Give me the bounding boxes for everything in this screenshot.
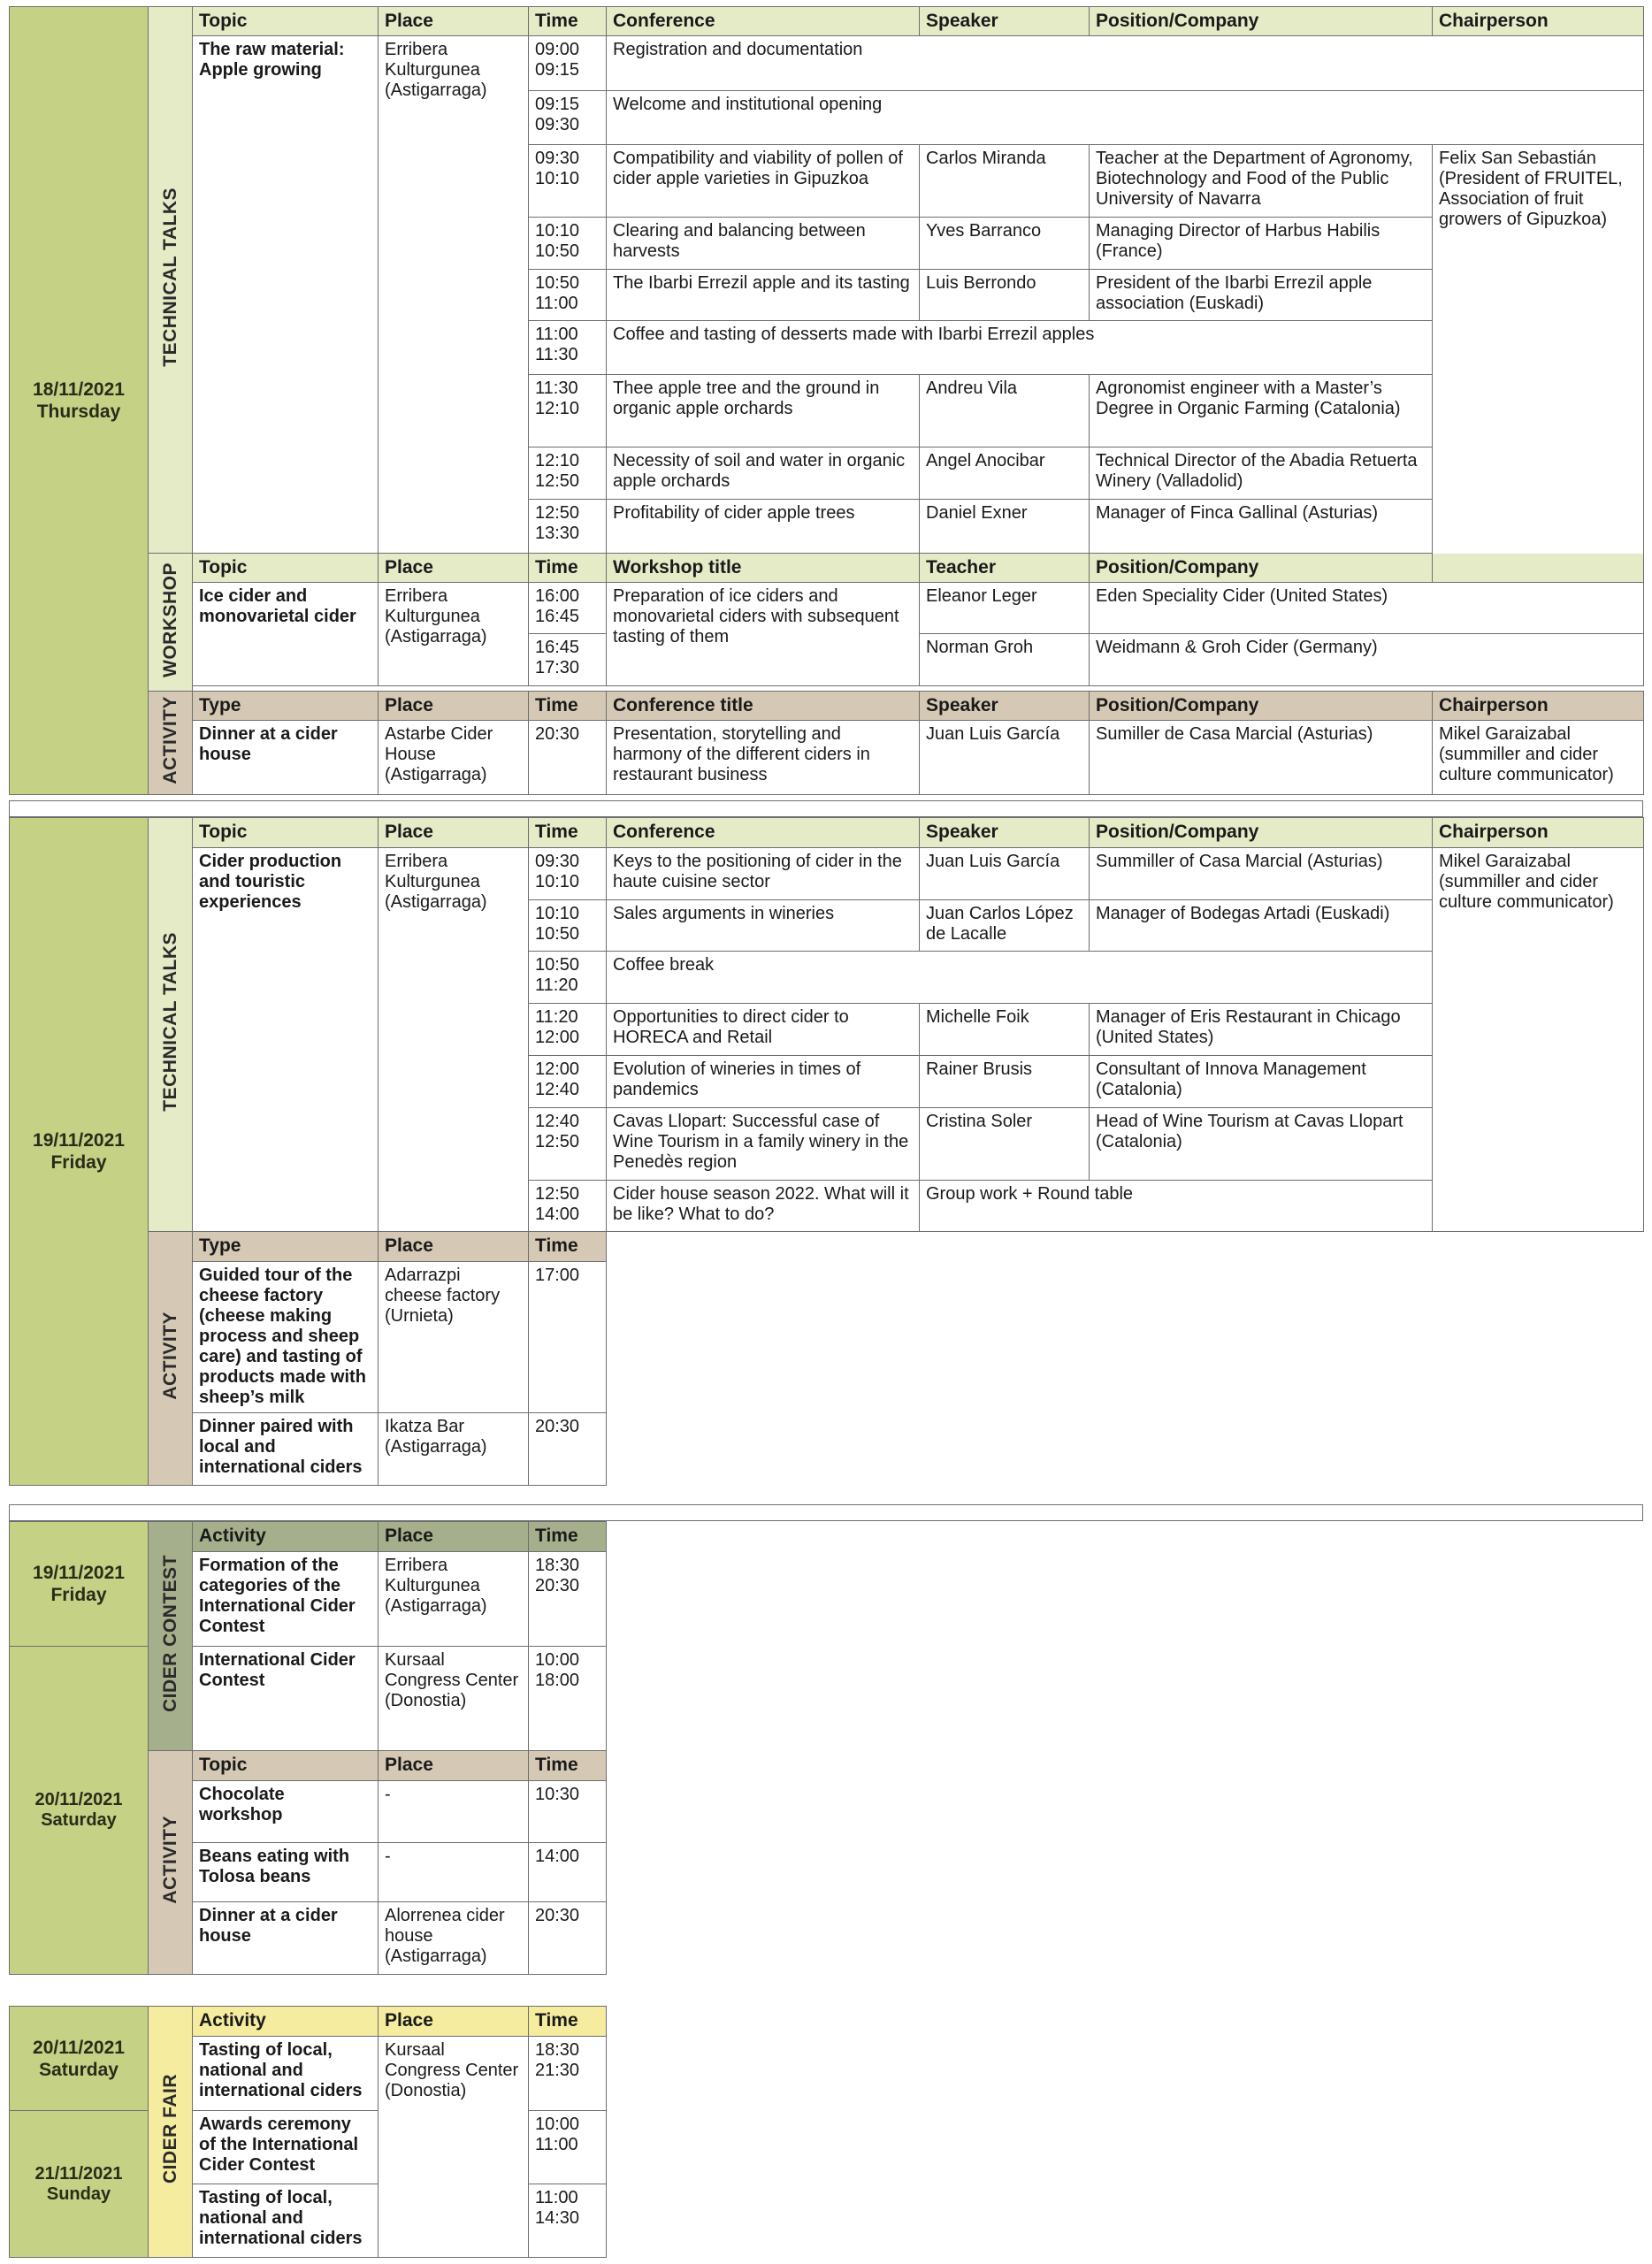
- time-cell: 09:15 09:30: [529, 91, 607, 145]
- col-time: Time: [529, 818, 607, 848]
- col-workshop-title: Workshop title: [607, 554, 920, 583]
- time-cell: 09:30 10:10: [529, 145, 607, 218]
- col-position: Position/Company: [1090, 7, 1433, 36]
- fair-activity: Tasting of local, national and international ciders: [193, 2037, 379, 2111]
- speaker-position: Technical Director of the Abadia Retuerta Winery (Valladolid): [1090, 447, 1433, 500]
- time-cell: 16:45 17:30: [529, 634, 607, 686]
- session-topic: Cider production and touristic experiences: [193, 848, 379, 1232]
- activity-topic: Beans eating with Tolosa beans: [193, 1843, 379, 1902]
- speaker-position: Agronomist engineer with a Master’s Degree in Organic Farming (Catalonia): [1090, 375, 1433, 447]
- activity-label: ACTIVITY: [149, 1232, 193, 1486]
- col-type: Type: [193, 1232, 379, 1262]
- speaker-name: Cristina Soler: [920, 1108, 1090, 1181]
- time-cell: 10:50 11:20: [529, 952, 607, 1004]
- contest-date-friday: 19/11/2021 Friday: [10, 1522, 149, 1647]
- chairperson: Felix San Sebastián (President of FRUITEL, Association of fruit growers of Gipuzkoa): [1433, 145, 1644, 583]
- speaker-position: Sumiller de Casa Marcial (Asturias): [1090, 721, 1433, 795]
- time-cell: 12:50 14:00: [529, 1181, 607, 1232]
- time-cell: 12:40 12:50: [529, 1108, 607, 1181]
- speaker-position: Teacher at the Department of Agronomy, Biotechnology and Food of the Public University of Navarra: [1090, 145, 1433, 218]
- speaker-position: Summiller of Casa Marcial (Asturias): [1090, 848, 1433, 900]
- activity-place: Ikatza Bar (Astigarraga): [379, 1413, 529, 1486]
- col-place: Place: [379, 554, 529, 583]
- speaker-name: Juan Luis García: [920, 721, 1090, 795]
- agenda-item: Coffee and tasting of desserts made with Ibarbi Errezil apples: [607, 321, 1433, 375]
- workshop-label: WORKSHOP: [149, 554, 193, 692]
- speaker-name: Luis Berrondo: [920, 270, 1090, 321]
- speaker-name: Angel Anocibar: [920, 447, 1090, 500]
- col-place: Place: [379, 7, 529, 36]
- col-topic: Topic: [193, 554, 379, 583]
- time-cell: 16:00 16:45: [529, 583, 607, 634]
- fair-activity: Tasting of local, national and international ciders: [193, 2184, 379, 2258]
- time-cell: 10:00 11:00: [529, 2111, 607, 2184]
- activity-time: 20:30: [529, 1413, 607, 1486]
- conference-title: Cavas Llopart: Successful case of Wine Tourism in a family winery in the Penedès region: [607, 1108, 920, 1181]
- col-place: Place: [379, 1751, 529, 1781]
- activity-type: Dinner paired with local and international ciders: [193, 1413, 379, 1486]
- col-place: Place: [379, 1232, 529, 1262]
- time-cell: 11:30 12:10: [529, 375, 607, 447]
- speaker-position: President of the Ibarbi Errezil apple association (Euskadi): [1090, 270, 1433, 321]
- col-topic: Topic: [193, 1751, 379, 1781]
- col-chair: Chairperson: [1433, 7, 1644, 36]
- col-conference-title: Conference title: [607, 692, 920, 721]
- speaker-name: Juan Luis García: [920, 848, 1090, 900]
- section-divider: [9, 800, 1643, 817]
- session-place: Erribera Kulturgunea (Astigarraga): [379, 848, 529, 1232]
- group-work: Group work + Round table: [920, 1181, 1433, 1232]
- contest-activity: International Cider Contest: [193, 1647, 379, 1751]
- speaker-position: Manager of Bodegas Artadi (Euskadi): [1090, 900, 1433, 952]
- activity-time: 10:30: [529, 1781, 607, 1843]
- contest-table: [9, 1521, 1644, 1975]
- chairperson: Mikel Garaizabal (summiller and cider culture communicator): [1433, 721, 1644, 795]
- fair-date-saturday: 20/11/2021 Saturday: [10, 2007, 149, 2111]
- fair-place: Kursaal Congress Center (Donostia): [379, 2037, 529, 2258]
- col-teacher: Teacher: [920, 554, 1090, 583]
- time-cell: 10:50 11:00: [529, 270, 607, 321]
- section-divider: [9, 1504, 1643, 1521]
- col-activity: Activity: [193, 1522, 379, 1552]
- fair-block: [9, 2006, 1643, 2258]
- teacher-name: Eleanor Leger: [920, 583, 1090, 634]
- col-time: Time: [529, 554, 607, 583]
- teacher-name: Norman Groh: [920, 634, 1090, 686]
- col-topic: Topic: [193, 818, 379, 848]
- session-topic: The raw material: Apple growing: [193, 36, 379, 554]
- col-time: Time: [529, 692, 607, 721]
- conference-title: Opportunities to direct cider to HORECA and Retail: [607, 1004, 920, 1056]
- col-chair: Chairperson: [1433, 818, 1644, 848]
- fair-table: [9, 2006, 1644, 2258]
- col-conference: Conference: [607, 818, 920, 848]
- col-time: Time: [529, 7, 607, 36]
- contest-date-saturday: 20/11/2021 Saturday: [10, 1647, 149, 1975]
- time-cell: 10:00 18:00: [529, 1647, 607, 1751]
- fair-activity: Awards ceremony of the International Cider Contest: [193, 2111, 379, 2184]
- teacher-company: Eden Speciality Cider (United States): [1090, 583, 1644, 634]
- time-cell: 11:00 11:30: [529, 321, 607, 375]
- contest-block: [9, 1521, 1643, 1975]
- col-time: Time: [529, 1232, 607, 1262]
- col-position: Position/Company: [1090, 818, 1433, 848]
- col-place: Place: [379, 818, 529, 848]
- activity-place: Astarbe Cider House (Astigarraga): [379, 721, 529, 795]
- conference-title: Compatibility and viability of pollen of cider apple varieties in Gipuzkoa: [607, 145, 920, 218]
- col-place: Place: [379, 1522, 529, 1552]
- time-cell: 09:30 10:10: [529, 848, 607, 900]
- workshop-topic: Ice cider and monovarietal cider: [193, 583, 379, 686]
- activity-place: -: [379, 1781, 529, 1843]
- time-cell: 18:30 21:30: [529, 2037, 607, 2111]
- activity-place: Adarrazpi cheese factory (Urnieta): [379, 1262, 529, 1413]
- activity-time: 17:00: [529, 1262, 607, 1413]
- conference-title: The Ibarbi Errezil apple and its tasting: [607, 270, 920, 321]
- time-cell: 11:00 14:30: [529, 2184, 607, 2258]
- speaker-position: Managing Director of Harbus Habilis (France): [1090, 218, 1433, 270]
- col-conference: Conference: [607, 7, 920, 36]
- workshop-place: Erribera Kulturgunea (Astigarraga): [379, 583, 529, 686]
- activity-type: Dinner at a cider house: [193, 721, 379, 795]
- session-place: Erribera Kulturgunea (Astigarraga): [379, 36, 529, 554]
- speaker-position: Manager of Eris Restaurant in Chicago (United States): [1090, 1004, 1433, 1056]
- agenda-item: Coffee break: [607, 952, 1433, 1004]
- conference-title: Keys to the positioning of cider in the haute cuisine sector: [607, 848, 920, 900]
- thursday-table: [9, 6, 1644, 795]
- col-position: Position/Company: [1090, 692, 1433, 721]
- speaker-name: Andreu Vila: [920, 375, 1090, 447]
- conference-title: Clearing and balancing between harvests: [607, 218, 920, 270]
- speaker-position: Consultant of Innova Management (Catalonia): [1090, 1056, 1433, 1108]
- time-cell: 11:20 12:00: [529, 1004, 607, 1056]
- col-time: Time: [529, 1522, 607, 1552]
- contest-activity: Formation of the categories of the International Cider Contest: [193, 1552, 379, 1647]
- thursday-block: [9, 6, 1643, 795]
- conference-title: Thee apple tree and the ground in organic apple orchards: [607, 375, 920, 447]
- cider-contest-label: CIDER CONTEST: [149, 1522, 193, 1751]
- speaker-name: Daniel Exner: [920, 500, 1090, 554]
- time-cell: 12:10 12:50: [529, 447, 607, 500]
- teacher-company: Weidmann & Groh Cider (Germany): [1090, 634, 1644, 686]
- col-type: Type: [193, 692, 379, 721]
- speaker-position: Manager of Finca Gallinal (Asturias): [1090, 500, 1433, 554]
- fair-date-sunday: 21/11/2021 Sunday: [10, 2111, 149, 2258]
- friday-table: [9, 817, 1644, 1486]
- col-place: Place: [379, 692, 529, 721]
- conference-title: Evolution of wineries in times of pandemics: [607, 1056, 920, 1108]
- speaker-name: Juan Carlos López de Lacalle: [920, 900, 1090, 952]
- col-time: Time: [529, 1751, 607, 1781]
- technical-talks-label: TECHNICAL TALKS: [149, 818, 193, 1232]
- speaker-name: Rainer Brusis: [920, 1056, 1090, 1108]
- col-speaker: Speaker: [920, 692, 1090, 721]
- workshop-title: Preparation of ice ciders and monovarietal ciders with subsequent tasting of them: [607, 583, 920, 686]
- col-activity: Activity: [193, 2007, 379, 2037]
- activity-time: 14:00: [529, 1843, 607, 1902]
- speaker-name: Michelle Foik: [920, 1004, 1090, 1056]
- activity-label: ACTIVITY: [149, 692, 193, 795]
- speaker-name: Carlos Miranda: [920, 145, 1090, 218]
- time-cell: 10:10 10:50: [529, 900, 607, 952]
- time-cell: 12:50 13:30: [529, 500, 607, 554]
- activity-type: Guided tour of the cheese factory (cheese making process and sheep care) and tasting of products made with sheep’s milk: [193, 1262, 379, 1413]
- activity-topic: Chocolate workshop: [193, 1781, 379, 1843]
- activity-topic: Dinner at a cider house: [193, 1902, 379, 1975]
- col-chair: Chairperson: [1433, 692, 1644, 721]
- activity-time: 20:30: [529, 721, 607, 795]
- col-position: Position/Company: [1090, 554, 1644, 583]
- col-speaker: Speaker: [920, 818, 1090, 848]
- conference-title: Profitability of cider apple trees: [607, 500, 920, 554]
- friday-date: 19/11/2021 Friday: [10, 818, 149, 1486]
- activity-time: 20:30: [529, 1902, 607, 1975]
- activity-label: ACTIVITY: [149, 1751, 193, 1975]
- conference-title: Presentation, storytelling and harmony of the different ciders in restaurant business: [607, 721, 920, 795]
- cider-fair-label: CIDER FAIR: [149, 2007, 193, 2258]
- conference-title: Cider house season 2022. What will it be like? What to do?: [607, 1181, 920, 1232]
- time-cell: 10:10 10:50: [529, 218, 607, 270]
- contest-place: Erribera Kulturgunea (Astigarraga): [379, 1552, 529, 1647]
- chairperson: Mikel Garaizabal (summiller and cider culture communicator): [1433, 848, 1644, 1232]
- activity-place: Alorrenea cider house (Astigarraga): [379, 1902, 529, 1975]
- time-cell: 12:00 12:40: [529, 1056, 607, 1108]
- speaker-position: Head of Wine Tourism at Cavas Llopart (Catalonia): [1090, 1108, 1433, 1181]
- col-time: Time: [529, 2007, 607, 2037]
- contest-place: Kursaal Congress Center (Donostia): [379, 1647, 529, 1751]
- agenda-item: Registration and documentation: [607, 36, 1644, 91]
- friday-block: [9, 817, 1643, 1486]
- activity-place: -: [379, 1843, 529, 1902]
- col-topic: Topic: [193, 7, 379, 36]
- time-cell: 18:30 20:30: [529, 1552, 607, 1647]
- technical-talks-label: TECHNICAL TALKS: [149, 7, 193, 554]
- thursday-date: 18/11/2021 Thursday: [10, 7, 149, 795]
- time-cell: 09:00 09:15: [529, 36, 607, 91]
- conference-title: Necessity of soil and water in organic apple orchards: [607, 447, 920, 500]
- col-speaker: Speaker: [920, 7, 1090, 36]
- col-place: Place: [379, 2007, 529, 2037]
- agenda-item: Welcome and institutional opening: [607, 91, 1644, 145]
- speaker-name: Yves Barranco: [920, 218, 1090, 270]
- conference-title: Sales arguments in wineries: [607, 900, 920, 952]
